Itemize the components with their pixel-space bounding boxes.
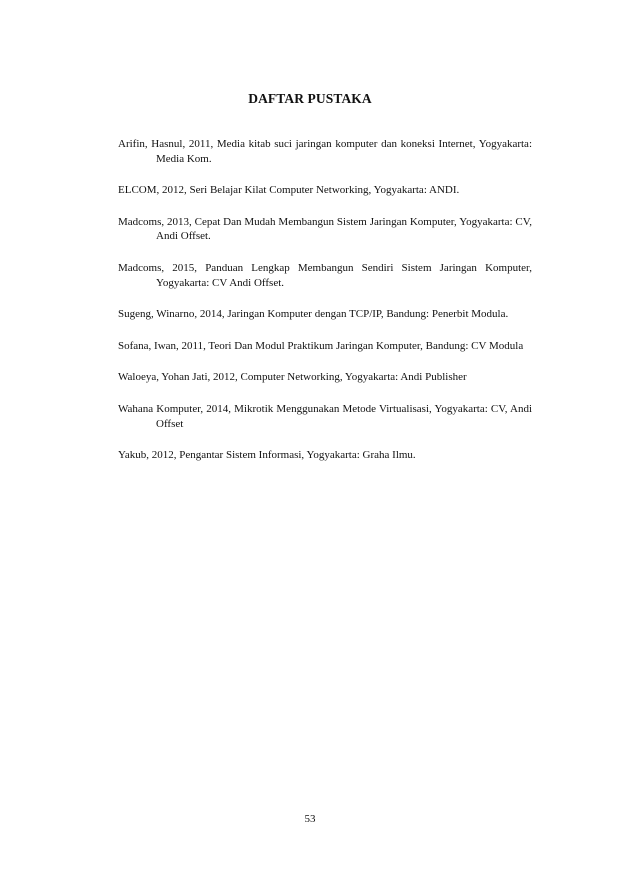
page-number: 53 [304,813,316,825]
reference-list [118,137,532,480]
reference-item: Waloeya, Yohan Jati, 2012, Computer Networking, Yogyakarta: Andi Publisher [118,371,467,384]
reference-item: Yakub, 2012, Pengantar Sistem Informasi, Yogyakarta: Graha Ilmu. [118,449,416,462]
reference-item: Madcoms, 2015, Panduan Lengkap Membangun Sendiri Sistem Jaringan Komputer, Yogyakarta: CV Andi Offset. [118,261,532,289]
reference-item: Wahana Komputer, 2014, Mikrotik Menggunakan Metode Virtualisasi, Yogyakarta: CV, Andi Offset [118,402,532,430]
page-title: DAFTAR PUSTAKA [248,91,372,106]
reference-item: Sofana, Iwan, 2011, Teori Dan Modul Praktikum Jaringan Komputer, Bandung: CV Modula [118,339,524,352]
reference-item: Sugeng, Winarno, 2014, Jaringan Komputer dengan TCP/IP, Bandung: Penerbit Modula. [118,308,509,321]
reference-item: ELCOM, 2012, Seri Belajar Kilat Computer Networking, Yogyakarta: ANDI. [118,184,460,197]
reference-item: Madcoms, 2013, Cepat Dan Mudah Membangun Sistem Jaringan Komputer, Yogyakarta: CV, Andi Offset. [118,215,532,243]
reference-item: Arifin, Hasnul, 2011, Media kitab suci jaringan komputer dan koneksi Internet, Yogyakarta: Media Kom. [118,138,532,165]
